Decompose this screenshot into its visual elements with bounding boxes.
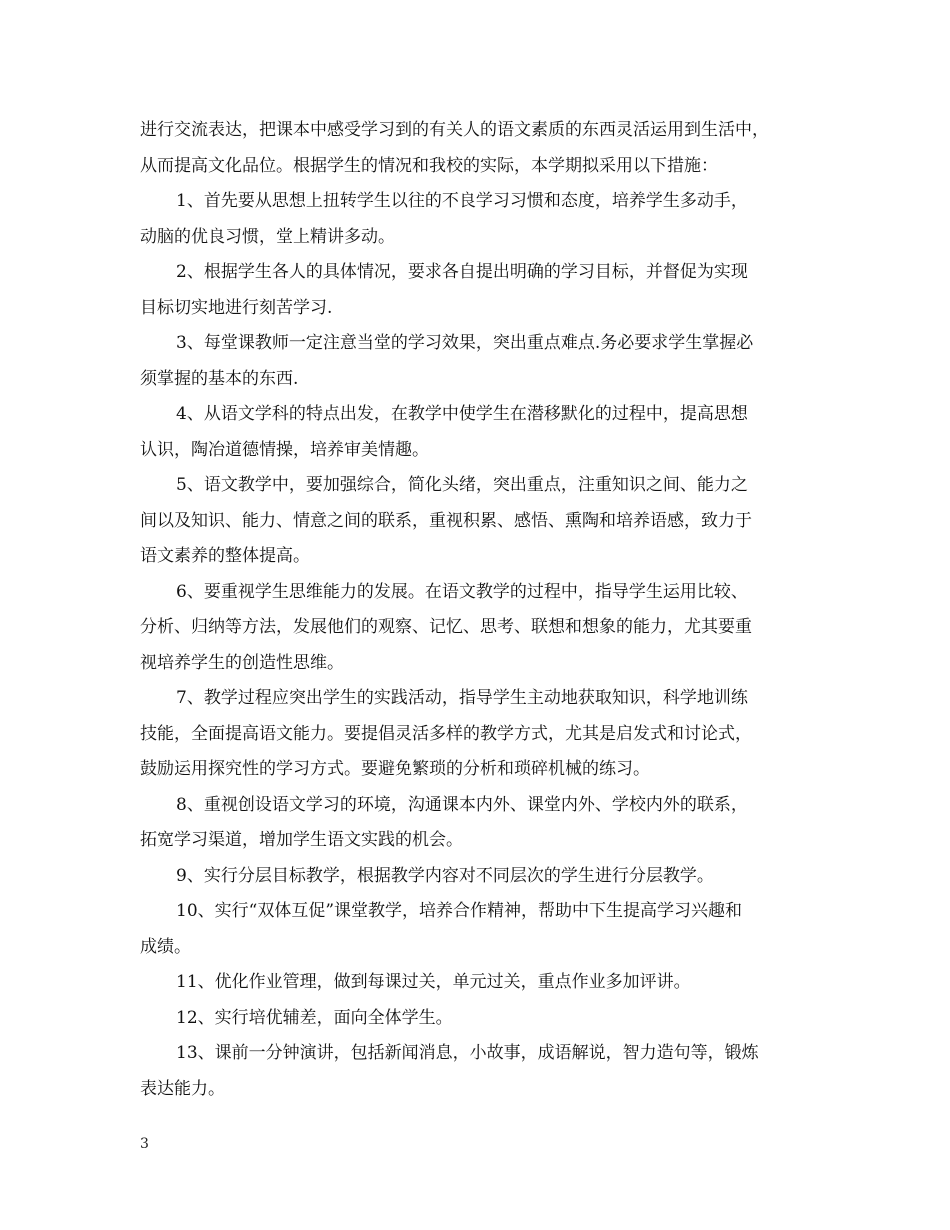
text-line: 认识，陶冶道德情操，培养审美情趣。 xyxy=(140,439,429,460)
text-line: 6、要重视学生思维能力的发展。在语文教学的过程中，指导学生运用比较、 xyxy=(176,581,748,602)
text-line: 成绩。 xyxy=(140,936,191,957)
text-line: 须掌握的基本的东西. xyxy=(140,368,299,389)
text-line: 分析、归纳等方法，发展他们的观察、记忆、思考、联想和想象的能力，尤其要重 xyxy=(140,617,752,637)
text-line: 3、每堂课教师一定注意当堂的学习效果，突出重点难点.务必要求学生掌握必 xyxy=(176,333,754,353)
text-line: 10、实行“双体互促”课堂教学，培养合作精神，帮助中下生提高学习兴趣和 xyxy=(176,901,743,921)
page-number: 3 xyxy=(140,1136,149,1152)
text-line: 4、从语文学科的特点出发，在教学中使学生在潜移默化的过程中，提高思想 xyxy=(176,404,748,424)
text-line: 动脑的优良习惯，堂上精讲多动。 xyxy=(140,226,395,247)
text-line: 间以及知识、能力、情意之间的联系，重视积累、感悟、熏陶和培养语感，致力于 xyxy=(140,510,752,531)
text-line: 2、根据学生各人的具体情况，要求各自提出明确的学习目标，并督促为实现 xyxy=(176,262,748,282)
text-line: 目标切实地进行刻苦学习. xyxy=(140,297,333,318)
text-line: 12、实行培优辅差，面向全体学生。 xyxy=(176,1007,453,1028)
text-line: 拓宽学习渠道，增加学生语文实践的机会。 xyxy=(140,830,463,850)
text-line: 9、实行分层目标教学，根据教学内容对不同层次的学生进行分层教学。 xyxy=(176,865,714,886)
text-line: 视培养学生的创造性思维。 xyxy=(140,652,344,673)
text-line: 技能，全面提高语文能力。要提倡灵活多样的教学方式，尤其是启发式和讨论式， xyxy=(140,723,752,744)
text-line: 8、重视创设语文学习的环境，沟通课本内外、课堂内外、学校内外的联系， xyxy=(176,794,748,815)
text-line: 1、首先要从思想上扭转学生以往的不良学习习惯和态度，培养学生多动手， xyxy=(176,191,748,211)
text-line: 表达能力。 xyxy=(140,1078,225,1099)
text-line: 7、教学过程应突出学生的实践活动，指导学生主动地获取知识，科学地训练 xyxy=(176,688,748,708)
text-line: 从而提高文化品位。根据学生的情况和我校的实际，本学期拟采用以下措施： xyxy=(140,155,718,176)
text-line: 5、语文教学中，要加强综合，简化头绪，突出重点，注重知识之间、能力之 xyxy=(176,475,748,495)
text-line: 进行交流表达，把课本中感受学习到的有关人的语文素质的东西灵活运用到生活中， xyxy=(140,120,769,140)
document-body xyxy=(140,113,812,1107)
text-line: 13、课前一分钟演讲，包括新闻消息，小故事，成语解说，智力造句等，锻炼 xyxy=(176,1043,759,1063)
text-line: 语文素养的整体提高。 xyxy=(140,546,310,566)
text-line: 11、优化作业管理，做到每课过关，单元过关，重点作业多加评讲。 xyxy=(176,972,691,992)
text-line: 鼓励运用探究性的学习方式。要避免繁琐的分析和琐碎机械的练习。 xyxy=(140,759,650,779)
